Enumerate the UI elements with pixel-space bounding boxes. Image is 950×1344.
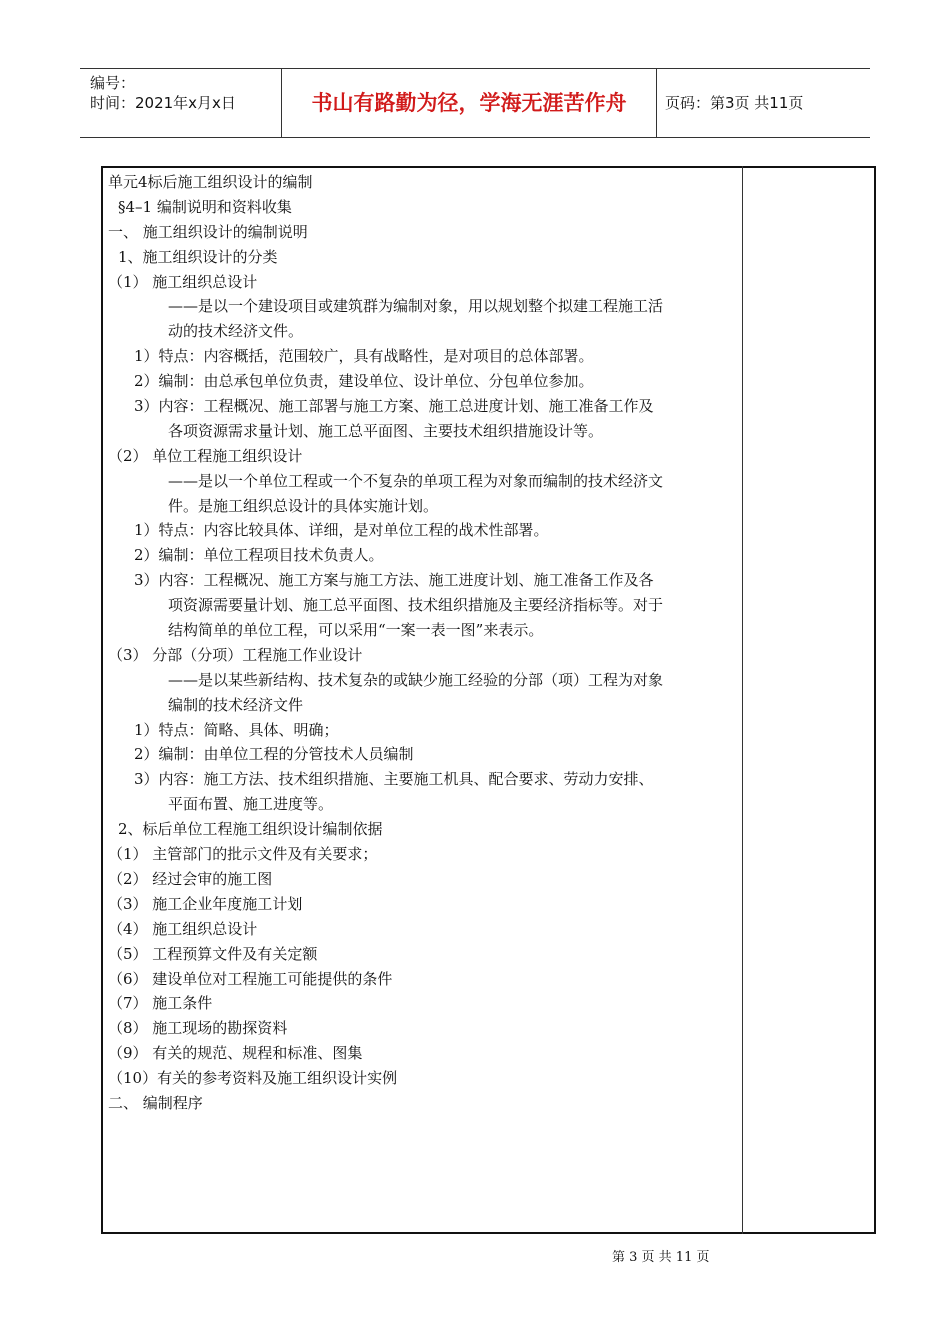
table-column-divider (742, 166, 743, 1234)
content-line: （3） 分部（分项）工程施工作业设计 (108, 645, 363, 664)
content-line: 1、施工组织设计的分类 (118, 247, 278, 266)
header-page-info: 页码：第3页 共11页 (665, 94, 804, 112)
content-line: 2）编制：由总承包单位负责，建设单位、设计单位、分包单位参加。 (134, 372, 594, 391)
header-motto: 书山有路勤为径，学海无涯苦作舟 (281, 69, 657, 137)
content-line: （5） 工程预算文件及有关定额 (108, 944, 318, 963)
content-line: 2）编制：单位工程项目技术负责人。 (134, 546, 384, 565)
time-label: 时间：2021年x月x日 (90, 94, 236, 112)
content-line: 平面布置、施工进度等。 (168, 795, 334, 814)
content-line: 3）内容：工程概况、施工部署与施工方案、施工总进度计划、施工准备工作及 (134, 397, 654, 416)
content-line: ——是以一个单位工程或一个不复杂的单项工程为对象而编制的技术经济文 (168, 471, 664, 490)
content-line: （4） 施工组织总设计 (108, 919, 258, 938)
content-body (108, 170, 738, 1116)
content-line: （2） 经过会审的施工图 (108, 869, 273, 888)
page-footer: 第 3 页 共 11 页 (612, 1250, 710, 1265)
content-line: 件。是施工组织总设计的具体实施计划。 (168, 496, 439, 515)
header-meta (80, 69, 280, 137)
content-line: （1） 施工组织总设计 (108, 272, 258, 291)
content-line: §4–1 编制说明和资料收集 (118, 197, 292, 216)
content-line: 各项资源需求量计划、施工总平面图、主要技术组织措施设计等。 (168, 421, 604, 440)
content-line: （3） 施工企业年度施工计划 (108, 894, 303, 913)
document-header (80, 68, 870, 138)
content-line: 一、 施工组织设计的编制说明 (108, 222, 308, 241)
content-line: 二、 编制程序 (108, 1093, 203, 1112)
content-line: 结构简单的单位工程，可以采用“一案一表一图”来表示。 (168, 621, 544, 640)
content-line: 2）编制：由单位工程的分管技术人员编制 (134, 745, 414, 764)
content-line: ——是以一个建设项目或建筑群为编制对象，用以规划整个拟建工程施工活 (168, 297, 664, 316)
content-line: 1）特点：简略、具体、明确； (134, 720, 339, 739)
number-label: 编号： (90, 74, 136, 92)
content-line: （9） 有关的规范、规程和标准、图集 (108, 1044, 363, 1063)
content-line: （10）有关的参考资料及施工组织设计实例 (108, 1069, 398, 1088)
content-line: 单元4标后施工组织设计的编制 (108, 173, 313, 191)
content-line: ——是以某些新结构、技术复杂的或缺少施工经验的分部（项）工程为对象 (168, 670, 664, 689)
content-line: 1）特点：内容概括，范围较广，具有战略性，是对项目的总体部署。 (134, 347, 594, 366)
content-line: 编制的技术经济文件 (168, 695, 304, 714)
content-line: （8） 施工现场的勘探资料 (108, 1019, 288, 1038)
content-line: 项资源需要量计划、施工总平面图、技术组织措施及主要经济指标等。对于 (168, 596, 664, 615)
content-line: 2、标后单位工程施工组织设计编制依据 (118, 820, 383, 839)
content-line: 1）特点：内容比较具体、详细，是对单位工程的战术性部署。 (134, 521, 549, 540)
content-line: （2） 单位工程施工组织设计 (108, 446, 303, 465)
content-line: （1） 主管部门的批示文件及有关要求； (108, 845, 378, 864)
content-line: 3）内容：施工方法、技术组织措施、主要施工机具、配合要求、劳动力安排、 (134, 770, 654, 789)
content-line: 动的技术经济文件。 (168, 322, 304, 341)
content-line: （7） 施工条件 (108, 994, 213, 1013)
content-line: 3）内容：工程概况、施工方案与施工方法、施工进度计划、施工准备工作及各 (134, 571, 654, 590)
content-line: （6） 建设单位对工程施工可能提供的条件 (108, 969, 393, 988)
